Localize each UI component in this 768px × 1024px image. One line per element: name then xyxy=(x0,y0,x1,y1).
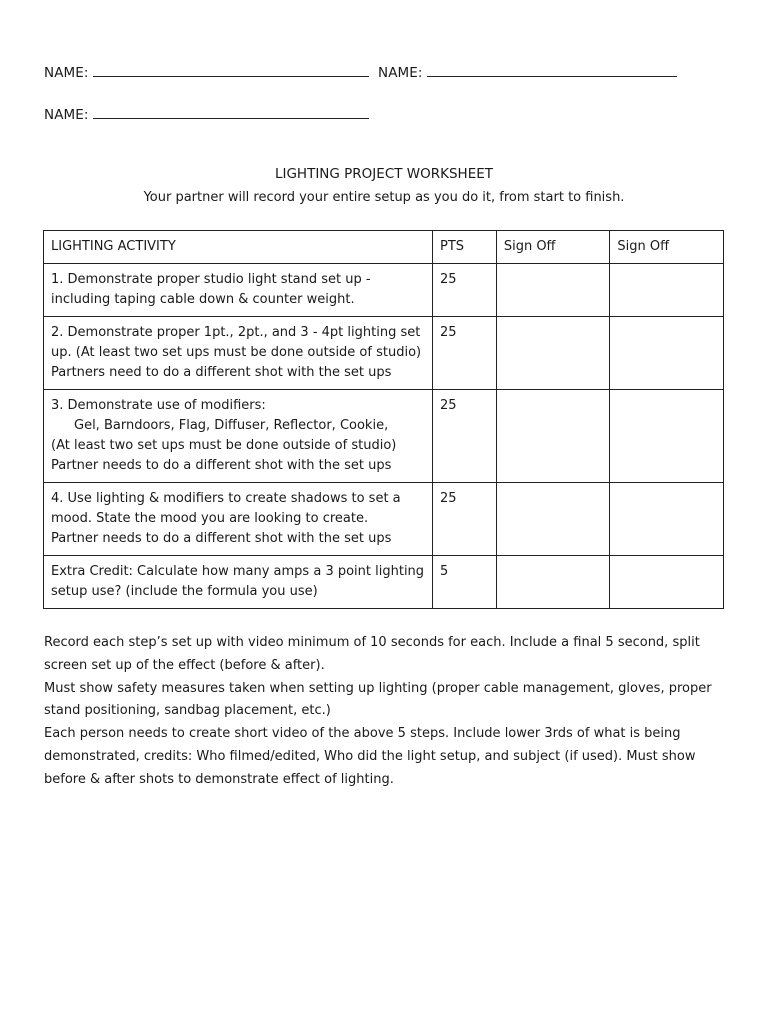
sign-off-cell[interactable] xyxy=(496,390,610,483)
worksheet-subtitle: Your partner will record your entire setup as you do it, from start to finish. xyxy=(143,190,625,205)
instruction-line: demonstrated, credits: Who filmed/edited, Who did the light setup, and subject (if used). Must show xyxy=(44,748,696,764)
sign-off-cell[interactable] xyxy=(610,390,724,483)
pts-cell: 25 xyxy=(432,264,496,317)
name-field-1[interactable] xyxy=(44,64,369,81)
activity-cell xyxy=(44,483,433,556)
sign-off-cell[interactable] xyxy=(496,556,610,609)
activity-table xyxy=(43,230,724,609)
activity-text: Partner needs to do a different shot with the set ups xyxy=(51,531,392,546)
sign-off-cell[interactable] xyxy=(496,317,610,390)
instruction-line: Must show safety measures taken when setting up lighting (proper cable management, gloves, proper xyxy=(44,680,712,696)
table-row xyxy=(44,483,724,556)
name-field-2[interactable] xyxy=(378,64,677,81)
activity-text: 1. Demonstrate proper studio light stand set up - xyxy=(51,272,371,287)
sign-off-cell[interactable] xyxy=(610,264,724,317)
instruction-line: Each person needs to create short video of the above 5 steps. Include lower 3rds of what is being xyxy=(44,726,681,742)
activity-text: (At least two set ups must be done outside of studio) xyxy=(51,438,397,453)
name-field-3[interactable] xyxy=(44,106,369,123)
pts-cell: 25 xyxy=(432,317,496,390)
name-label: NAME: xyxy=(44,107,89,123)
sign-off-cell[interactable] xyxy=(496,264,610,317)
activity-cell xyxy=(44,390,433,483)
activity-text: 3. Demonstrate use of modifiers: xyxy=(51,398,266,413)
name-blank-line[interactable] xyxy=(427,64,677,77)
sign-off-cell[interactable] xyxy=(610,556,724,609)
instruction-line: Record each step’s set up with video minimum of 10 seconds for each. Include a final 5 second, split xyxy=(44,635,700,650)
name-blank-line[interactable] xyxy=(93,106,369,119)
name-label: NAME: xyxy=(378,65,423,81)
activity-cell xyxy=(44,317,433,390)
activity-text: up. (At least two set ups must be done outside of studio) xyxy=(51,345,422,360)
table-row xyxy=(44,390,724,483)
header-pts: PTS xyxy=(432,231,496,264)
instruction-line: before & after shots to demonstrate effect of lighting. xyxy=(44,771,394,787)
table-row xyxy=(44,264,724,317)
activity-text: Extra Credit: Calculate how many amps a 3 point lighting xyxy=(51,564,425,579)
worksheet-title: LIGHTING PROJECT WORKSHEET xyxy=(274,166,494,182)
name-label: NAME: xyxy=(44,65,89,81)
pts-cell: 5 xyxy=(432,556,496,609)
activity-text: setup use? (include the formula you use) xyxy=(51,584,318,599)
activity-text: 2. Demonstrate proper 1pt., 2pt., and 3 - 4pt lighting set xyxy=(51,325,421,340)
pts-cell: 25 xyxy=(432,483,496,556)
activity-text: Partners need to do a different shot with the set ups xyxy=(51,365,392,380)
sign-off-cell[interactable] xyxy=(610,317,724,390)
activity-cell xyxy=(44,264,433,317)
header-sign-off-1: Sign Off xyxy=(496,231,610,264)
sign-off-cell[interactable] xyxy=(610,483,724,556)
table-row xyxy=(44,317,724,390)
instructions xyxy=(44,632,724,792)
activity-text: 4. Use lighting & modifiers to create shadows to set a xyxy=(51,491,401,506)
activity-text: Gel, Barndoors, Flag, Diffuser, Reflector, Cookie, xyxy=(74,418,389,433)
activity-text: mood. State the mood you are looking to create. xyxy=(51,511,369,526)
name-blank-line[interactable] xyxy=(93,64,369,77)
table-header-row xyxy=(44,231,724,264)
activity-cell xyxy=(44,556,433,609)
instruction-line: screen set up of the effect (before & after). xyxy=(44,657,325,673)
header-sign-off-2: Sign Off xyxy=(610,231,724,264)
pts-cell: 25 xyxy=(432,390,496,483)
table-row xyxy=(44,556,724,609)
activity-text: Partner needs to do a different shot with the set ups xyxy=(51,458,392,473)
activity-text: including taping cable down & counter weight. xyxy=(51,292,355,307)
instruction-line: stand positioning, sandbag placement, etc.) xyxy=(44,703,331,719)
sign-off-cell[interactable] xyxy=(496,483,610,556)
header-activity: LIGHTING ACTIVITY xyxy=(44,231,433,264)
